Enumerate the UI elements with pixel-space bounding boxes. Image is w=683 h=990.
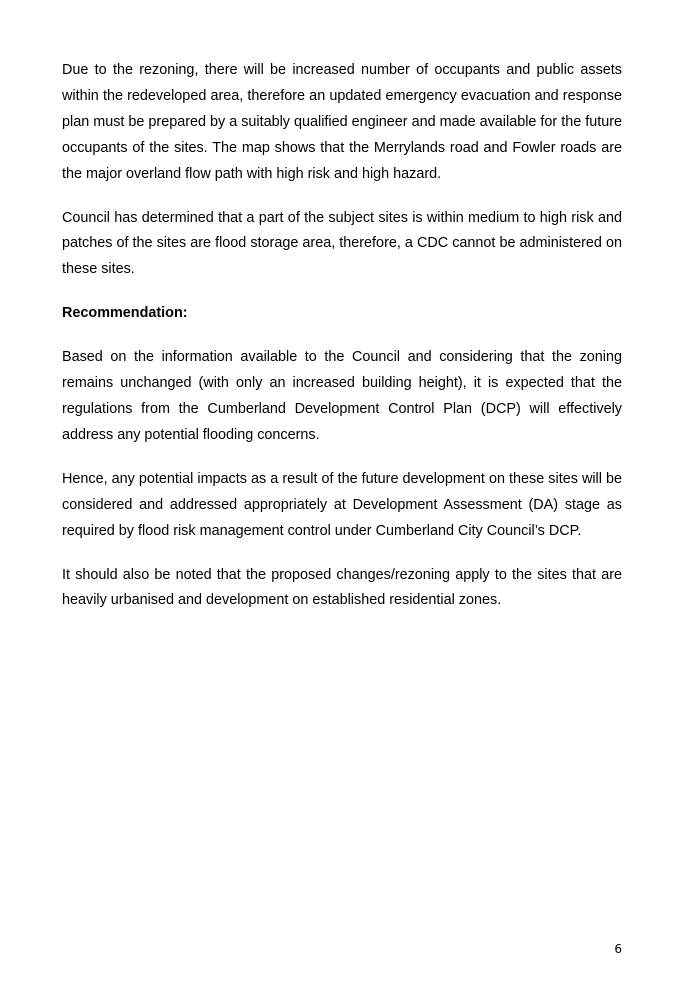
paragraph-potential-impacts: Hence, any potential impacts as a result of the future development on these sites will be considered and addressed appropriately at Development Assessment (DA) stage as required by flood risk management control under Cumberland City Council’s DCP. — [62, 470, 622, 539]
page-number: 6 — [614, 942, 622, 956]
recommendation-heading: Recommendation: — [62, 305, 188, 322]
paragraph-zoning-unchanged: Based on the information available to the Council and considering that the zoning remains unchanged (with only an increased building height), it is expected that the regulations from the Cumberland Development Control Plan (DCP) will effectively address any potential flooding concerns. — [62, 349, 622, 443]
page-content — [62, 58, 622, 632]
paragraph-cdc-determination: Council has determined that a part of the subject sites is within medium to high risk and patches of the sites are flood storage area, therefore, a CDC cannot be administered on these sites. — [62, 209, 622, 278]
paragraph-urbanised-sites: It should also be noted that the proposed changes/rezoning apply to the sites that are heavily urbanised and development on established residential zones. — [62, 566, 622, 609]
paragraph-evacuation-plan: Due to the rezoning, there will be increased number of occupants and public assets within the redeveloped area, therefore an updated emergency evacuation and response plan must be prepared by a suitably qualified engineer and made available for the future occupants of the sites. The map shows that the Merrylands road and Fowler roads are the major overland flow path with high risk and high hazard. — [62, 62, 622, 182]
